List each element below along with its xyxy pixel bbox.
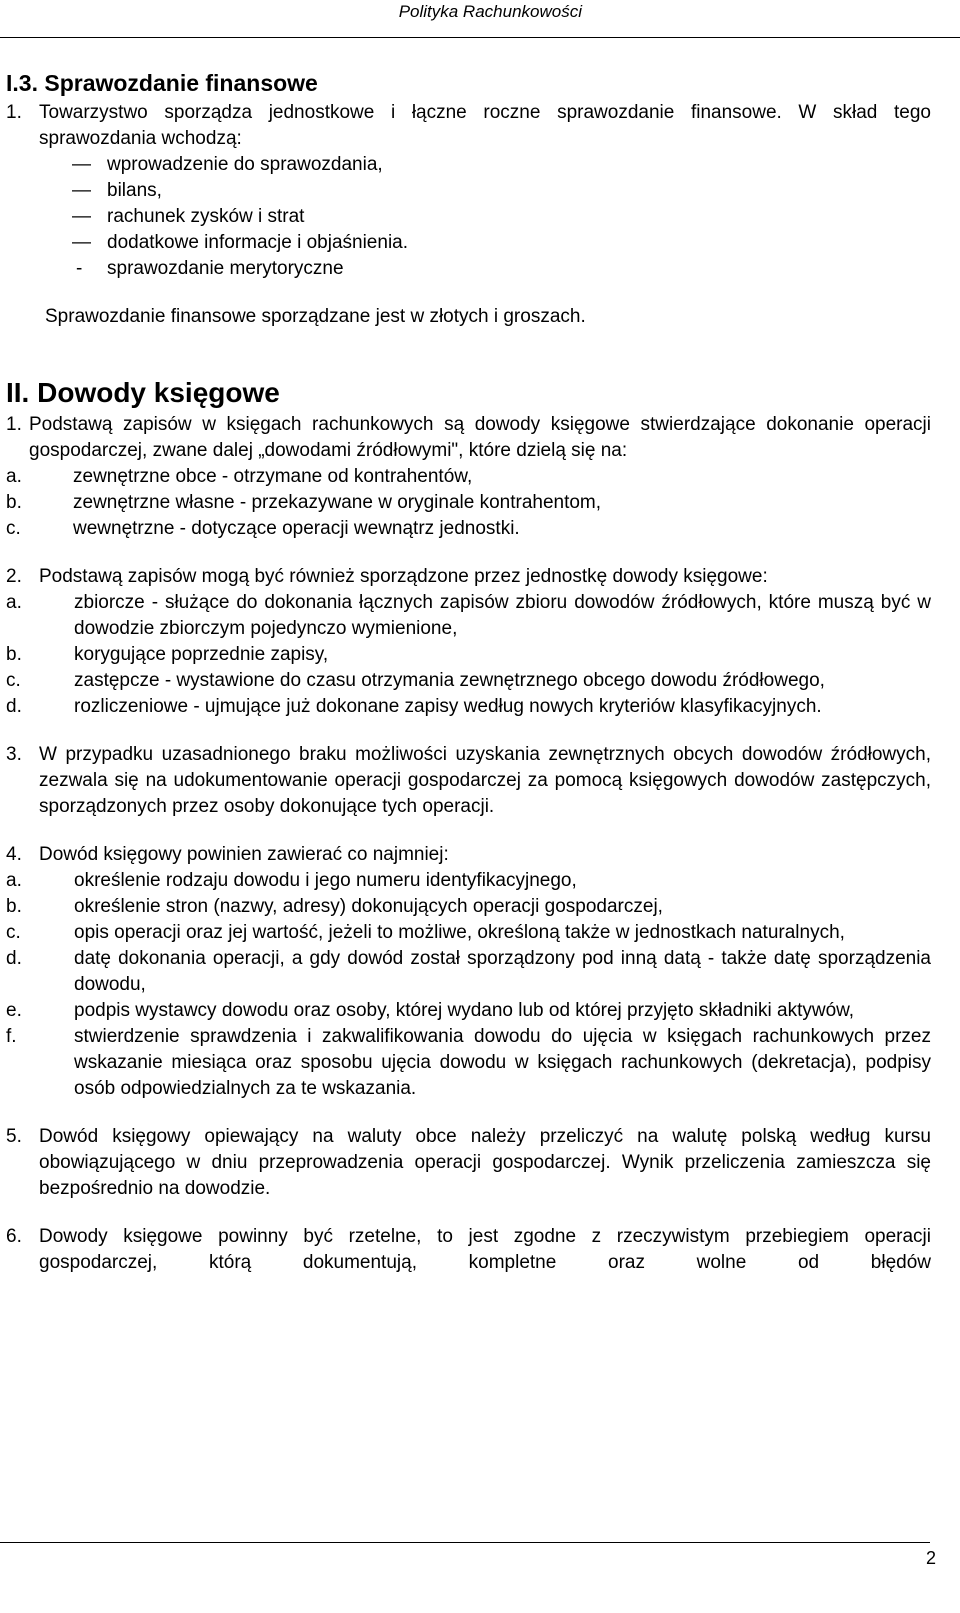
section2-item-5 (0, 1124, 931, 1202)
sub-item-text: zbiorcze - służące do dokonania łącznych zapisów zbioru dowodów źródłowych, które muszą być w dowodzie zbiorczym pojedynczo wymienione, (74, 592, 931, 639)
sub-item (0, 946, 931, 998)
page-number: 2 (925, 1548, 936, 1568)
sub-item-text: zewnętrzne własne - przekazywane w oryginale kontrahentom, (73, 492, 602, 513)
sub-item (0, 868, 931, 894)
sub-item (0, 668, 931, 694)
sub-item-label: b. (6, 492, 22, 513)
dash-list-item (0, 230, 960, 256)
hyphen-list-item (0, 256, 960, 282)
sub-item-text: podpis wystawcy dowodu oraz osoby, której wydano lub od której przyjęto składniki aktywów, (74, 1000, 855, 1021)
header-title: Polityka Rachunkowości (398, 2, 582, 21)
dash-list-item (0, 204, 960, 230)
item-text: Podstawą zapisów mogą być również sporządzone przez jednostkę dowody księgowe: (39, 566, 768, 587)
sub-item (0, 490, 930, 516)
section1-item-1 (0, 100, 931, 152)
sub-item-label: e. (6, 1000, 22, 1021)
footer-divider (0, 1542, 930, 1543)
item-number: 6. (6, 1226, 22, 1247)
sub-item-label: b. (6, 644, 22, 665)
sub-item-text: rozliczeniowe - ujmujące już dokonane zapisy według nowych kryteriów klasyfikacyjnych. (74, 696, 822, 717)
currency-note (0, 304, 937, 330)
dash-bullet: — (72, 206, 91, 227)
dash-item-text: dodatkowe informacje i objaśnienia. (107, 232, 409, 253)
sub-item (0, 920, 931, 946)
sub-item-label: c. (6, 922, 21, 943)
item-text: Dowody księgowe powinny być rzetelne, to jest zgodne z rzeczywistym przebiegiem operacji gospodarczej, którą dokumentują, kompletne oraz wolne od błędów (39, 1226, 931, 1273)
dash-bullet: — (72, 180, 91, 201)
sub-item (0, 590, 931, 642)
sub-item-text: stwierdzenie sprawdzenia i zakwalifikowania dowodu do ujęcia w księgach rachunkowych przez wskazanie miesiąca oraz sposobu ujęcia dowodu w księgach rachunkowych (dekretacja), podpisy osób odpowiedzialnych za te wskazania. (74, 1026, 931, 1099)
sub-item-text: zastępcze - wystawione do czasu otrzymania zewnętrznego obcego dowodu źródłowego, (74, 670, 825, 691)
sub-item-text: wewnętrzne - dotyczące operacji wewnątrz jednostki. (73, 518, 520, 539)
section2-item-3 (0, 742, 931, 820)
dash-list-item (0, 152, 960, 178)
sub-item (0, 642, 931, 668)
sub-item (0, 894, 931, 920)
section2-item-6 (0, 1224, 931, 1276)
item-number: 1. (6, 102, 22, 123)
sub-item-label: b. (6, 896, 22, 917)
sub-item-text: korygujące poprzednie zapisy, (74, 644, 329, 665)
item-text: Podstawą zapisów w księgach rachunkowych są dowody księgowe stwierdzające dokonanie operacji gospodarczej, zwane dalej „dowodami źródłowymi", które dzielą się na: (29, 414, 931, 461)
sub-item-label: a. (6, 592, 22, 613)
sub-item-label: d. (6, 948, 22, 969)
section2-item-1 (0, 412, 931, 464)
page-header (0, 0, 960, 48)
sub-item-text: datę dokonania operacji, a gdy dowód został sporządzony pod inną datą - także datę sporządzenia dowodu, (74, 948, 931, 995)
item-text: Dowód księgowy opiewający na waluty obce należy przeliczyć na walutę polską według kursu obowiązującego w dniu przeprowadzenia operacji gospodarczej. Wynik przeliczenia zamieszcza się bezpośrednio na dowodzie. (39, 1126, 931, 1199)
hyphen-bullet: - (76, 258, 83, 279)
sub-item-label: c. (6, 518, 21, 539)
item-number: 1. (6, 414, 22, 435)
item-number: 3. (6, 744, 22, 765)
currency-note-text: Sprawozdanie finansowe sporządzane jest w złotych i groszach. (45, 306, 586, 327)
sub-item (0, 694, 931, 720)
document-body (0, 66, 960, 1276)
sub-item-text: określenie rodzaju dowodu i jego numeru identyfikacyjnego, (74, 870, 577, 891)
sub-item-label: c. (6, 670, 21, 691)
sub-item (0, 1024, 931, 1102)
dash-item-text: bilans, (107, 180, 162, 201)
dash-bullet: — (72, 154, 91, 175)
sub-item-label: d. (6, 696, 22, 717)
section2-item-2 (0, 564, 931, 590)
sub-item-text: określenie stron (nazwy, adresy) dokonujących operacji gospodarczej, (74, 896, 663, 917)
sub-item (0, 516, 930, 542)
sub-item-text: zewnętrzne obce - otrzymane od kontrahentów, (73, 466, 473, 487)
item-text: Dowód księgowy powinien zawierać co najmniej: (39, 844, 449, 865)
dash-list-item (0, 178, 960, 204)
hyphen-item-text: sprawozdanie merytoryczne (107, 258, 344, 279)
dash-bullet: — (72, 232, 91, 253)
item-number: 5. (6, 1126, 22, 1147)
sub-item (0, 998, 931, 1024)
sub-item-label: a. (6, 870, 22, 891)
sub-item-label: a. (6, 466, 22, 487)
sub-item-label: f. (6, 1026, 17, 1047)
sub-item (0, 464, 930, 490)
item-number: 2. (6, 566, 22, 587)
section-heading-accounting-documents: II. Dowody księgowe (6, 377, 280, 408)
item-number: 4. (6, 844, 22, 865)
section2-item-4 (0, 842, 931, 868)
item-text: Towarzystwo sporządza jednostkowe i łączne roczne sprawozdanie finansowe. W skład tego sprawozdania wchodzą: (39, 102, 931, 149)
dash-item-text: wprowadzenie do sprawozdania, (107, 154, 383, 175)
dash-item-text: rachunek zysków i strat (107, 206, 305, 227)
header-divider (0, 37, 960, 38)
item-text: W przypadku uzasadnionego braku możliwości uzyskania zewnętrznych obcych dowodów źródłowych, zezwala się na udokumentowanie operacji gospodarczej za pomocą księgowych dowodów zastępczych, sporządzonych przez osoby dokonujące tych operacji. (39, 744, 931, 817)
section-heading-financial-statement: I.3. Sprawozdanie finansowe (6, 70, 318, 96)
sub-item-text: opis operacji oraz jej wartość, jeżeli to możliwe, określoną także w jednostkach naturalnych, (74, 922, 845, 943)
